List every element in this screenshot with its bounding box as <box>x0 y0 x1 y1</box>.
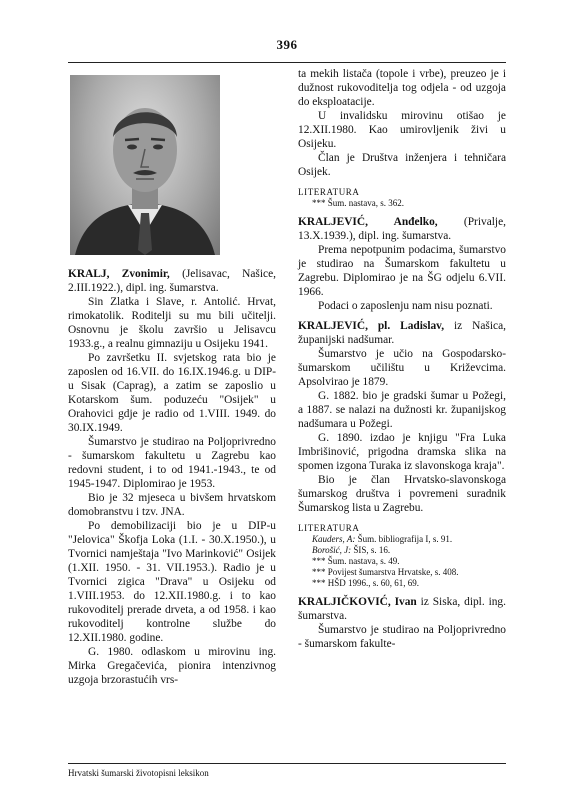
literature-item: Borošić, J: ŠIS, s. 16. <box>312 545 391 555</box>
header-rule <box>68 62 506 63</box>
portrait-icon <box>70 75 220 255</box>
literature-block <box>298 523 506 589</box>
entry-text: (Privalje, 13.X.1939.), dipl. ing. šumarstva. <box>298 216 506 242</box>
portrait-photo <box>70 75 220 255</box>
literature-item: *** Povijest šumarstva Hrvatske, s. 408. <box>312 567 459 577</box>
paragraph: Bio je član Hrvatsko-slavonskoga šumarskog društva i povremeni suradnik Šumarskog lista u Zagrebu. <box>298 474 506 514</box>
paragraph: Sin Zlatka i Slave, r. Antolić. Hrvat, rimokatolik. Roditelji su mu bili učitelji. Osnovnu je školu završio u Jelisavcu 1933.g., a realnu gimnaziju u Osijeku 1941. <box>68 296 276 350</box>
paragraph: G. 1890. izdao je knjigu "Fra Luka Imbrišinović, prigodna dramska slika na spomen izgona Turaka iz slavonskoga kraja". <box>298 432 506 472</box>
paragraph: U invalidsku mirovinu otišao je 12.XII.1980. Kao umirovljenik živi u Osijeku. <box>298 110 506 150</box>
right-column <box>298 67 506 651</box>
entry-text: iz Siska, dipl. ing. šumarstva. <box>298 596 506 622</box>
page-number: 396 <box>276 37 298 52</box>
paragraph: ta mekih listača (topole i vrbe), preuzeo je i dužnost rukovoditelja tog odjela - od uzgoja do eksploatacije. <box>298 68 506 108</box>
paragraph: Bio je 32 mjeseca u bivšem hrvatskom domobranstvu i tzv. JNA. <box>68 492 276 518</box>
footer-text: Hrvatski šumarski životopisni leksikon <box>68 768 209 778</box>
literature-block <box>298 187 506 209</box>
left-column <box>68 67 276 687</box>
paragraph: G. 1980. odlaskom u mirovinu ing. Mirka Gregačevića, pionira intenzivnog uzgoja brzorastućih vrs- <box>68 646 276 686</box>
paragraph: Podaci o zaposlenju nam nisu poznati. <box>318 300 493 312</box>
paragraph: Po demobilizaciji bio je u DIP-u "Jelovica" Škofja Loka (1.I. - 30.X.1950.), u Tvornici namještaja "Ivo Marinković" Osijek (1.XII. 1950. - 31. VII.1953.). Radio je u Tvornici zigica "Drava" u Osijeku od 1.VIII.1953. do 12.XII.1980.g. i to kao rukovoditelj prerade drveta, a od 1958. i kao rukovoditelj kontrolne službe do 12.XII.1980. godine. <box>68 520 276 644</box>
literature-title: LITERATURA <box>298 187 360 197</box>
entry-name: KRALJIČKOVIĆ, Ivan <box>298 596 417 608</box>
entry-kraljevic-ladislav <box>298 319 506 515</box>
paragraph: G. 1882. bio je gradski šumar u Požegi, a 1887. se nalazi na dužnosti kr. županijskog nadšumara u Požegi. <box>298 390 506 430</box>
entry-name-kralj: KRALJ, Zvonimir, <box>68 268 170 280</box>
entry-text: iz Našica, županijski nadšumar. <box>298 320 506 346</box>
literature-title: LITERATURA <box>298 523 360 533</box>
paragraph: Šumarstvo je studirao na Poljoprivredno - šumarskom fakulte- <box>298 624 506 650</box>
paragraph: Šumarstvo je studirao na Poljoprivredno - šumarskom fakultetu u Zagrebu kao redovni student, i to od 1941.-1943., te od 1945-1947. Diplomirao je 1953. <box>68 436 276 490</box>
entry-kralj-intro <box>68 267 276 295</box>
literature-item: *** Šum. nastava, s. 49. <box>312 556 400 566</box>
entry-kraljickovic-ivan <box>298 595 506 651</box>
paragraph: Član je Društva inženjera i tehničara Osijek. <box>298 152 506 178</box>
paragraph: Prema nepotpunim podacima, šumarstvo je studirao na Šumarskom fakultetu u Zagrebu. Diplomirao je na ŠG odjelu 6.VII. 1966. <box>298 244 506 298</box>
literature-item: *** HŠD 1996., s. 60, 61, 69. <box>312 578 420 588</box>
entry-name: KRALJEVIĆ, Anđelko, <box>298 216 438 228</box>
entry-kraljevic-andelko <box>298 215 506 313</box>
footer-rule <box>68 763 506 764</box>
entry-name: KRALJEVIĆ, pl. Ladislav, <box>298 320 445 332</box>
paragraph: Po završetku II. svjetskog rata bio je zaposlen od 16.VII. do 16.IX.1946.g. u DIP-u Sisak (Caprag), a zatim se zaposlio u Kotarskom šum. poduzeću "Osijek" u Orahovici gdje je radio od 1.VIII. 1949. do 30.IX.1949. <box>68 352 276 434</box>
literature-item: *** Šum. nastava, s. 362. <box>312 198 404 208</box>
paragraph: Šumarstvo je učio na Gospodarsko-šumarskom učilištu u Križevcima. Apsolvirao je 1879. <box>298 348 506 388</box>
literature-item: Kauders, A: Šum. bibliografija I, s. 91. <box>312 534 453 544</box>
entry-text: (Jelisavac, Našice, 2.III.1922.), dipl. ing. šumarstva. <box>68 268 276 294</box>
